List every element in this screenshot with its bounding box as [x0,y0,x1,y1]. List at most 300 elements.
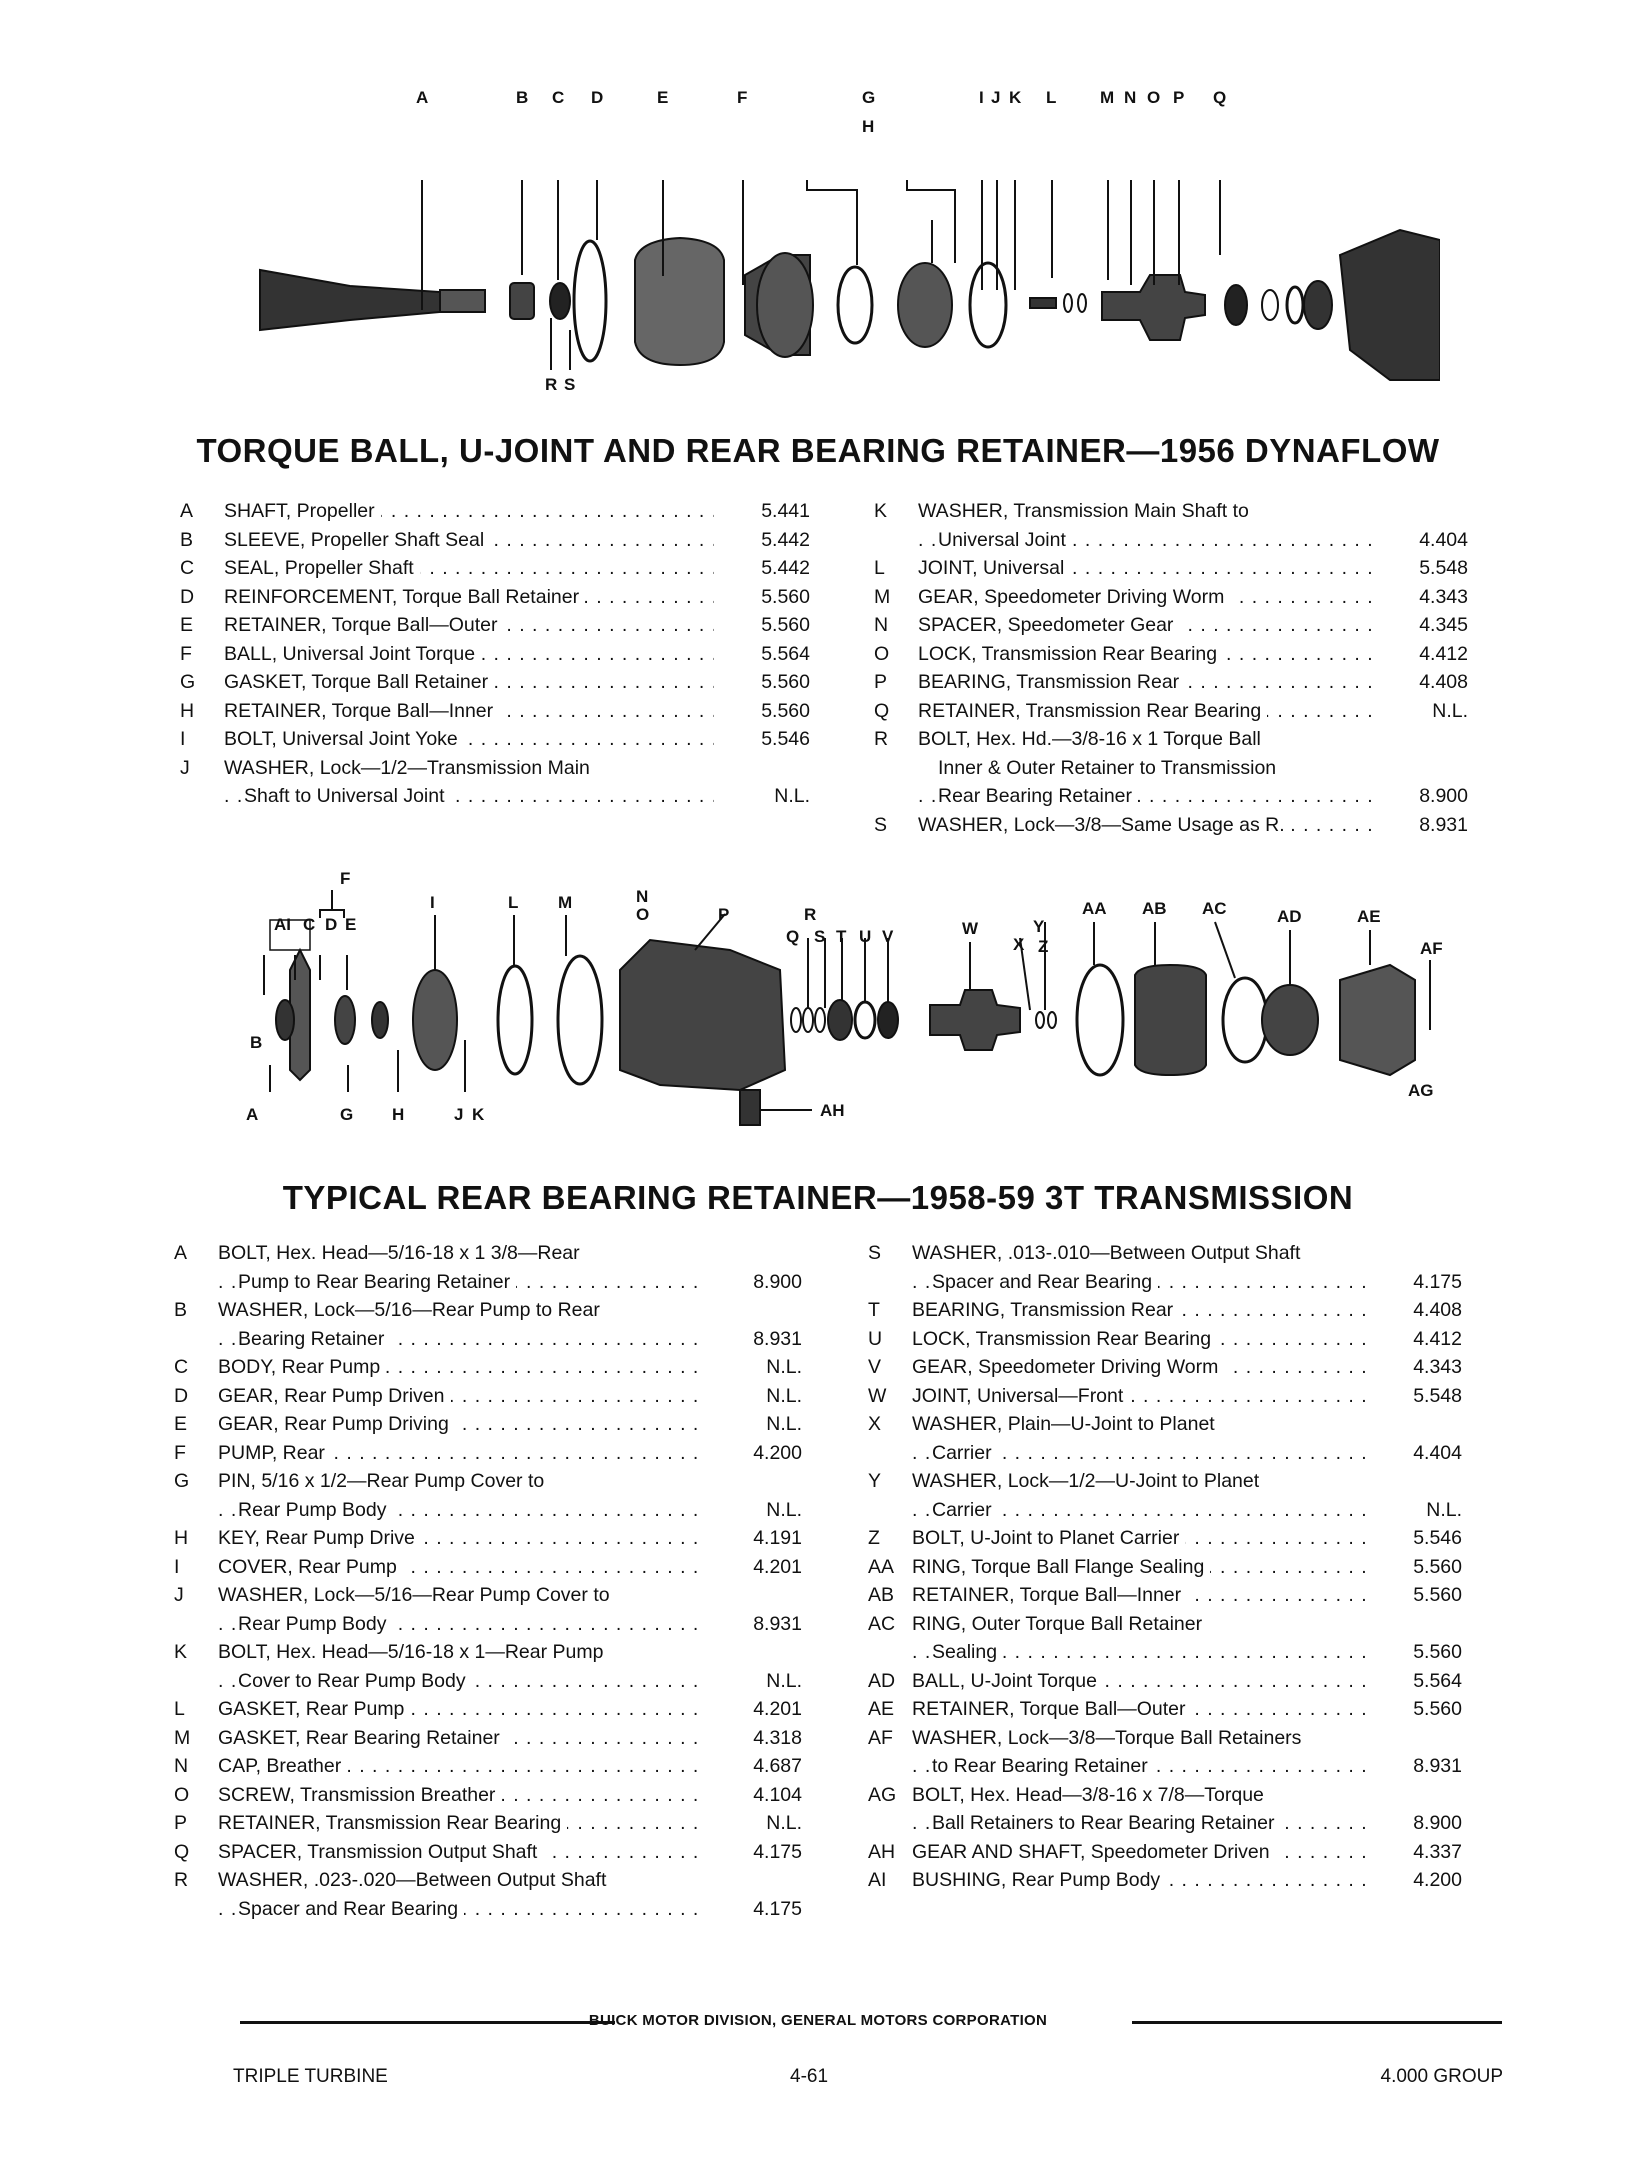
part-description-text: WASHER, Plain—U-Joint to Planet [912,1413,1221,1435]
part-description-text: Pump to Rear Bearing Retainer [238,1271,516,1293]
part-letter: AG [868,1783,897,1806]
part-letter: L [174,1698,185,1720]
part-description [918,725,1372,754]
parts-row [874,640,1468,669]
part-description [912,1239,1366,1268]
part-description-text: GEAR, Rear Pump Driven [218,1385,451,1407]
diagram-2-svg [240,870,1460,1150]
part-letter: M [174,1726,191,1749]
part-description-text: BODY, Rear Pump [218,1356,386,1378]
part-description [224,782,714,811]
part-letter: C [180,557,195,579]
footer-page-number: 4-61 [790,2066,829,2087]
callout-C: C [303,915,316,934]
part-group-number: 5.442 [761,557,810,579]
part-group-number: 4.343 [1419,585,1468,608]
part-group-number: N.L. [766,1384,802,1407]
part-description [912,1667,1366,1696]
part-description-text: RETAINER, Torque Ball—Inner [224,700,499,722]
part-group-number: 4.200 [753,1441,802,1464]
part-group-number: 4.201 [753,1555,802,1578]
part-description-text: WASHER, Lock—1/2—U-Joint to Planet [912,1470,1265,1492]
part-description-text: Bearing Retainer [238,1328,390,1350]
part-description-text: BALL, U-Joint Torque [912,1670,1103,1692]
part-description-text: WASHER, Transmission Main Shaft to [918,500,1255,522]
callout-D: D [591,88,604,107]
part-letter: Q [174,1840,190,1863]
parts-row [174,1325,802,1354]
part-description-text: to Rear Bearing Retainer [932,1755,1154,1777]
part-description-text: RING, Outer Torque Ball Retainer [912,1613,1208,1635]
exploded-diagram-3t-transmission [240,870,1460,1150]
parts-row [180,725,810,754]
part-description-text: Sealing [932,1641,1003,1663]
parts-row [874,554,1468,583]
parts-row [868,1553,1462,1582]
part-group-number: 8.931 [1419,813,1468,836]
part-group-number: 5.560 [1413,1698,1462,1720]
part-group-number: 4.104 [753,1783,802,1806]
part-description [218,1638,706,1667]
callout-U: U [859,927,872,946]
part-description-text: BUSHING, Rear Pump Body [912,1869,1166,1891]
part-description [918,526,1372,555]
part-group-number: N.L. [766,1356,802,1378]
callout-S: S [564,375,576,394]
callout-B: B [250,1033,263,1052]
part-group-number: 8.900 [1413,1812,1462,1834]
part-group-number: 8.931 [753,1327,802,1350]
part-letter: L [874,557,885,579]
parts-row [174,1467,802,1496]
part-group-number: 5.546 [761,728,810,750]
parts-list-1-left [180,497,810,811]
part-description [918,640,1372,669]
part-description-text: Spacer and Rear Bearing [238,1898,464,1920]
part-letter: AC [868,1612,896,1635]
part-letter: P [874,671,888,693]
parts-row [868,1524,1462,1553]
callout-AA: AA [1082,899,1107,918]
callout-J: J [991,88,1001,107]
callout-J: J [454,1105,464,1124]
part-description [218,1439,706,1468]
part-letter: AB [868,1584,895,1606]
part-description [218,1496,706,1525]
part-description [918,497,1372,526]
parts-row [868,1410,1462,1439]
parts-row [874,583,1468,612]
part-group-number: 5.560 [761,699,810,722]
part-description [218,1866,706,1895]
part-group-number: 4.337 [1413,1840,1462,1863]
part-description [218,1268,706,1297]
shaft-splines-part [440,290,485,312]
parts-row [180,554,810,583]
part-letter: O [874,642,890,665]
part-description [912,1866,1366,1895]
part-letter: H [174,1527,189,1549]
parts-row [174,1439,802,1468]
part-letter: K [174,1641,188,1663]
part-description-text: BOLT, Hex. Hd.—3/8-16 x 1 Torque Ball [918,728,1267,750]
part-description [224,725,714,754]
callout-G: G [862,88,876,107]
parts-row [174,1895,802,1924]
part-description-text: BOLT, Hex. Head—3/8-16 x 7/8—Torque [912,1784,1270,1806]
parts-row [868,1353,1462,1382]
part-description [912,1610,1366,1639]
part-description [218,1296,706,1325]
part-description [912,1410,1366,1439]
part-description [912,1553,1366,1582]
part-letter: O [174,1783,190,1806]
parts-row [180,782,810,811]
part-letter: D [174,1384,189,1407]
part-group-number: 4.345 [1419,614,1468,636]
part-description-text: Universal Joint [938,529,1072,551]
parts-row [868,1667,1462,1696]
parts-row [874,697,1468,726]
propeller-shaft-part [260,270,440,330]
part-description [918,811,1372,840]
part-description-text: SPACER, Transmission Output Shaft [218,1841,543,1863]
part-group-number: 4.404 [1413,1441,1462,1464]
parts-row [180,611,810,640]
part-description-text: RETAINER, Torque Ball—Outer [224,614,503,636]
parts-row [868,1239,1462,1268]
parts-row [180,497,810,526]
part-group-number: 4.200 [1413,1869,1462,1891]
part-description [912,1809,1366,1838]
parts-row [874,811,1468,840]
part-description [912,1439,1366,1468]
callout-O: O [1147,88,1161,107]
part-letter: E [180,614,194,636]
part-description-text: WASHER, Lock—5/16—Rear Pump Cover to [218,1584,616,1606]
callout-G: G [340,1105,354,1124]
part-group-number: 5.560 [761,671,810,693]
parts-row [174,1838,802,1867]
part-description [224,526,714,555]
part-description [912,1695,1366,1724]
part-letter: R [174,1869,189,1891]
footer-corporation: BUICK MOTOR DIVISION, GENERAL MOTORS CORPORATION [588,2012,1048,2029]
parts-row [874,611,1468,640]
part-description [912,1838,1366,1867]
part-group-number: 4.408 [1419,671,1468,693]
parts-row [180,526,810,555]
part-description-text: Cover to Rear Pump Body [238,1670,472,1692]
part-description-text: JOINT, Universal [918,557,1070,579]
part-description-text: Rear Pump Body [238,1613,393,1635]
part-letter: G [180,671,196,693]
callout-Q: Q [786,927,800,946]
callout-AF: AF [1420,939,1443,958]
callout-B: B [516,88,529,107]
part-description [912,1296,1366,1325]
part-group-number: 5.564 [1413,1669,1462,1692]
part-description-text: WASHER, Lock—3/8—Torque Ball Retainers [912,1727,1307,1749]
part-letter: N [874,614,889,636]
part-group-number: 5.560 [1413,1555,1462,1578]
callout-M: M [1100,88,1115,107]
part-description [218,1353,706,1382]
part-letter: J [174,1584,184,1606]
part-description-text: WASHER, .013-.010—Between Output Shaft [912,1242,1306,1264]
exploded-diagram-dynaflow [240,80,1440,410]
callout-AG: AG [1408,1081,1434,1100]
part-group-number: 5.548 [1413,1384,1462,1407]
part-letter: W [868,1384,887,1407]
callout-A: A [246,1105,259,1124]
part-description [224,583,714,612]
part-description-text: WASHER, .023-.020—Between Output Shaft [218,1869,612,1891]
part-group-number: 4.404 [1419,528,1468,551]
part-group-number: N.L. [1432,699,1468,722]
part-description-text: GEAR, Speedometer Driving Worm [912,1356,1224,1378]
parts-row [180,668,810,697]
callout-O: O [636,905,650,924]
part-description-text: SHAFT, Propeller [224,500,381,522]
callout-S: S [814,927,826,946]
part-letter: E [174,1413,188,1435]
part-group-number: 4.191 [753,1527,802,1549]
footer-group: 4.000 GROUP [1380,2066,1503,2087]
part-letter: D [180,585,195,608]
callout-M: M [558,893,573,912]
part-letter: M [874,585,891,608]
footer-manual-name: TRIPLE TURBINE [233,2066,388,2087]
parts-row [180,697,810,726]
parts-row [174,1724,802,1753]
part-description-text: Carrier [932,1499,998,1521]
part-description [224,554,714,583]
part-description [918,583,1372,612]
part-description-text: GASKET, Rear Bearing Retainer [218,1727,506,1749]
parts-row [174,1695,802,1724]
parts-row [868,1296,1462,1325]
part-letter: X [868,1413,882,1435]
parts-row [174,1781,802,1810]
parts-row [868,1610,1462,1639]
part-description-text: COVER, Rear Pump [218,1556,403,1578]
part-description-text: BOLT, Hex. Head—5/16-18 x 1—Rear Pump [218,1641,609,1663]
part-description-text: Inner & Outer Retainer to Transmission [938,757,1282,779]
part-description-text: KEY, Rear Pump Drive [218,1527,421,1549]
part-description-text: GASKET, Rear Pump [218,1698,410,1720]
part-description [912,1496,1366,1525]
part-description-text: GEAR, Speedometer Driving Worm [918,586,1230,608]
part-description [218,1467,706,1496]
parts-row [868,1581,1462,1610]
callout-I: I [979,88,984,107]
section-1-title: TORQUE BALL, U-JOINT AND REAR BEARING RETAINER—1956 DYNAFLOW [196,432,1440,469]
part-letter: AA [868,1555,895,1578]
part-description-text: REINFORCEMENT, Torque Ball Retainer [224,586,585,608]
callout-AE: AE [1357,907,1381,926]
part-letter: G [174,1470,190,1492]
part-description-text: Rear Bearing Retainer [938,785,1138,807]
part-description [218,1553,706,1582]
callout-L: L [508,893,519,912]
callout-Y: Y [1033,917,1045,936]
part-group-number: 5.442 [761,528,810,551]
part-description [912,1781,1366,1810]
callout-C: C [552,88,565,107]
part-letter: N [174,1755,189,1777]
part-description [218,1524,706,1553]
part-letter: Z [868,1527,880,1549]
part-group-number: 4.408 [1413,1299,1462,1321]
part-letter: V [868,1356,882,1378]
part-group-number: 5.560 [761,614,810,636]
part-description [224,754,714,783]
callout-AI: AI [274,915,291,934]
part-description [912,1353,1366,1382]
part-description-text: SCREW, Transmission Breather [218,1784,501,1806]
part-description-text: SPACER, Speedometer Gear [918,614,1179,636]
part-description [224,697,714,726]
part-description [912,1467,1366,1496]
callout-AB: AB [1142,899,1167,918]
part-description-text: PIN, 5/16 x 1/2—Rear Pump Cover to [218,1470,550,1492]
callout-P: P [1173,88,1185,107]
part-description [218,1895,706,1924]
part-description-text: WASHER, Lock—1/2—Transmission Main [224,757,596,779]
part-group-number: N.L. [1426,1498,1462,1521]
callout-V: V [882,927,894,946]
parts-row [174,1581,802,1610]
part-description-text: BEARING, Transmission Rear [918,671,1185,693]
callout-E: E [345,915,357,934]
callout-AD: AD [1277,907,1302,926]
part-description [218,1809,706,1838]
part-description [912,1325,1366,1354]
part-letter: T [868,1299,880,1321]
part-letter: A [174,1242,188,1264]
callout-K: K [1009,88,1022,107]
part-group-number: 5.560 [1413,1584,1462,1606]
parts-row [874,782,1468,811]
parts-row [868,1638,1462,1667]
callout-W: W [962,919,979,938]
part-group-number: 5.564 [761,642,810,665]
part-letter: Y [868,1470,882,1492]
part-letter: U [868,1327,883,1350]
callout-T: T [836,927,847,946]
part-description-text: Ball Retainers to Rear Bearing Retainer [932,1812,1281,1834]
part-description-text: PUMP, Rear [218,1442,331,1464]
part-letter: P [174,1812,188,1834]
parts-row [868,1752,1462,1781]
part-description [224,640,714,669]
callout-H: H [392,1105,405,1124]
callout-N: N [1124,88,1137,107]
part-description [912,1524,1366,1553]
callout-N: N [636,887,649,906]
part-description [218,1581,706,1610]
parts-row [868,1781,1462,1810]
part-description-text: RETAINER, Transmission Rear Bearing [218,1812,567,1834]
parts-row [874,725,1468,754]
part-description-text: SEAL, Propeller Shaft [224,557,420,579]
part-description [918,754,1372,783]
part-letter: C [174,1356,189,1378]
part-description [912,1382,1366,1411]
part-group-number: 4.412 [1413,1327,1462,1350]
part-description-text: JOINT, Universal—Front [912,1385,1129,1407]
part-description-text: BOLT, Hex. Head—5/16-18 x 1 3/8—Rear [218,1242,586,1264]
part-description-text: Spacer and Rear Bearing [932,1271,1158,1293]
part-letter: AF [868,1726,893,1749]
part-description [224,497,714,526]
part-group-number: 4.687 [753,1755,802,1777]
part-description [912,1752,1366,1781]
diagram-1-svg [240,80,1440,410]
part-description [912,1268,1366,1297]
part-group-number: 8.931 [753,1612,802,1635]
part-group-number: 4.175 [753,1840,802,1863]
parts-row [868,1439,1462,1468]
part-description-text: RETAINER, Torque Ball—Inner [912,1584,1187,1606]
parts-row [180,583,810,612]
part-letter: B [180,528,194,551]
part-description [218,1667,706,1696]
part-description [218,1382,706,1411]
part-group-number: 4.175 [753,1897,802,1920]
part-group-number: N.L. [766,1413,802,1435]
part-description-text: Rear Pump Body [238,1499,393,1521]
part-description-text: BALL, Universal Joint Torque [224,643,481,665]
footer-rule-right [1132,2021,1502,2024]
parts-row [174,1610,802,1639]
callout-F: F [737,88,748,107]
parts-list-1-right [874,497,1468,839]
parts-row [868,1268,1462,1297]
part-description [218,1695,706,1724]
part-description-text: BEARING, Transmission Rear [912,1299,1179,1321]
part-group-number: N.L. [766,1669,802,1692]
part-letter: AI [868,1869,887,1891]
part-description [918,668,1372,697]
part-description-text: GASKET, Torque Ball Retainer [224,671,494,693]
part-letter: S [868,1242,882,1264]
parts-row [874,526,1468,555]
part-group-number: 4.318 [753,1726,802,1749]
part-letter: AD [868,1669,896,1692]
part-description [218,1724,706,1753]
part-letter: J [180,756,190,779]
part-letter: AH [868,1840,896,1863]
callout-AC: AC [1202,899,1227,918]
part-description [918,554,1372,583]
part-description-text: RETAINER, Transmission Rear Bearing [918,700,1267,722]
parts-row [868,1838,1462,1867]
callout-R: R [804,905,817,924]
part-letter: Q [874,699,890,722]
callout-X: X [1013,935,1025,954]
part-group-number: 4.201 [753,1698,802,1720]
part-group-number: 5.546 [1413,1527,1462,1549]
parts-row [868,1809,1462,1838]
parts-row [174,1553,802,1582]
parts-row [174,1638,802,1667]
callout-K: K [472,1105,485,1124]
part-letter: F [174,1441,186,1464]
callout-Q: Q [1213,88,1227,107]
callout-Z: Z [1038,937,1049,956]
